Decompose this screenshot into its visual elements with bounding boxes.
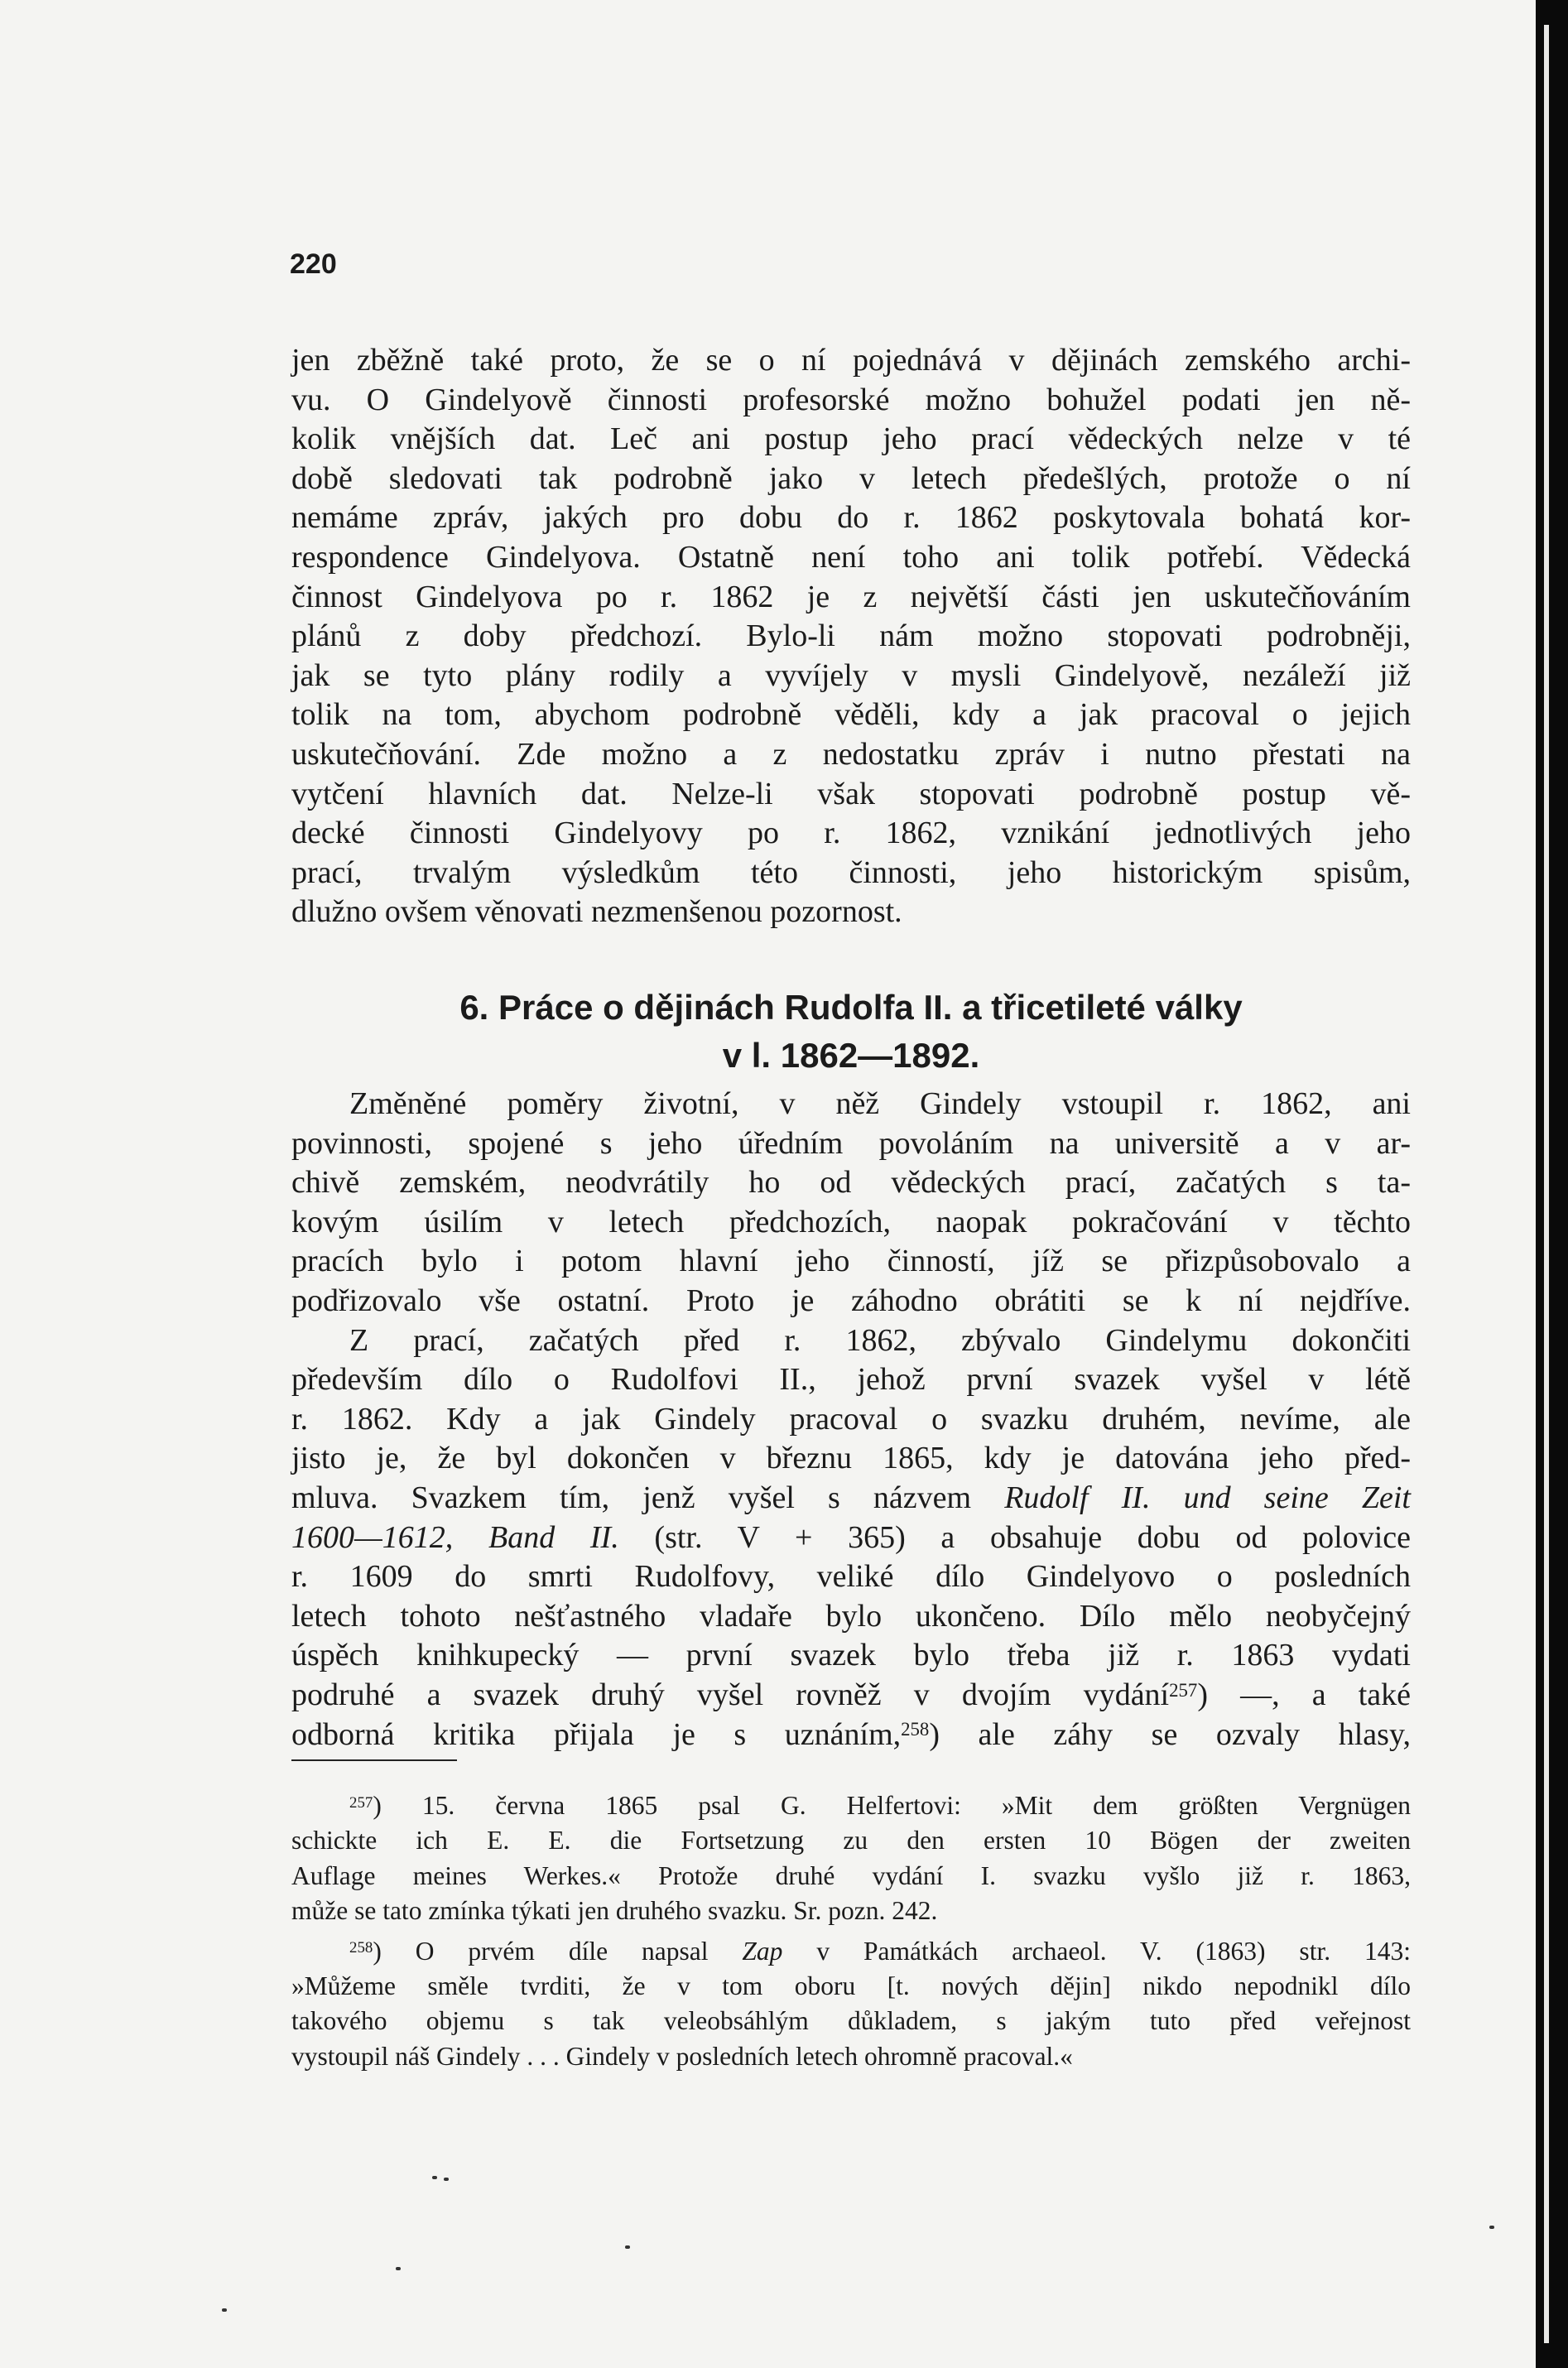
- text-line: nemáme zpráv, jakých pro dobu do r. 1862 poskytovala bohatá kor-: [291, 500, 1411, 536]
- section-intro-paragraph: [291, 341, 1411, 932]
- text-span: v Památkách archaeol. V. (1863) str. 143:: [782, 1936, 1411, 1966]
- text-line: [291, 1479, 1411, 1519]
- section-heading-line-2: v l. 1862—1892.: [722, 1036, 980, 1075]
- text-span: podruhé a svazek druhý vyšel rovněž v dvojím vydání: [291, 1677, 1170, 1712]
- book-title-italic: Rudolf II. und seine Zeit: [1004, 1480, 1411, 1515]
- text-line: činnost Gindelyova po r. 1862 je z největší části jen uskutečňováním: [291, 579, 1411, 614]
- text-span: ) O prvém díle napsal: [373, 1936, 743, 1966]
- text-line: dlužno ovšem věnovati nezmenšenou pozornost.: [291, 894, 902, 930]
- text-line: kovým úsilím v letech předchozích, naopak pokračování v těchto: [291, 1204, 1411, 1239]
- text-line: plánů z doby předchozí. Bylo-li nám možno stopovati podrobněji,: [291, 618, 1411, 654]
- text-line: respondence Gindelyova. Ostatně není toho ani tolik potřebí. Vědecká: [291, 539, 1411, 575]
- text-line: především dílo o Rudolfovi II., jehož první svazek vyšel v létě: [291, 1362, 1411, 1398]
- scan-border: [1536, 0, 1568, 2368]
- text-line: Auflage meines Werkes.« Protože druhé vydání I. svazku vyšlo již r. 1863,: [291, 1860, 1411, 1890]
- text-line: letech tohoto nešťastného vladaře bylo ukončeno. Dílo mělo neobyčejný: [291, 1598, 1411, 1634]
- text-span: odborná kritika přijala je s uznáním,: [291, 1716, 902, 1752]
- paragraph-1: [291, 1085, 1411, 1321]
- text-line: vystoupil náš Gindely . . . Gindely v posledních letech ohromně pracoval.«: [291, 2041, 1073, 2071]
- scan-speck: [444, 2178, 449, 2181]
- text-line: pracích bylo i potom hlavní jeho činností, jíž se přizpůsobovalo a: [291, 1244, 1411, 1279]
- scan-speck: [625, 2245, 630, 2249]
- author-name-italic: Zap: [742, 1936, 783, 1966]
- section-heading-line-1: 6. Práce o dějinách Rudolfa II. a třicetileté války: [459, 988, 1243, 1027]
- book-title-italic: 1600—1612, Band II.: [291, 1519, 619, 1555]
- scan-speck: [396, 2267, 401, 2270]
- footnote-mark: 258: [349, 1939, 373, 1957]
- adjacent-page-edge: [1544, 25, 1549, 2343]
- text-span: (str. V + 365) a obsahuje dobu od polovice: [618, 1519, 1411, 1555]
- footnote-257: [291, 1788, 1411, 1929]
- text-line: r. 1609 do smrti Rudolfovy, veliké dílo Gindelyovo o posledních: [291, 1559, 1411, 1595]
- scan-speck: [1489, 2226, 1494, 2229]
- text-line: povinnosti, spojené s jeho úředním povoláním na universitě a v ar-: [291, 1125, 1411, 1161]
- text-line: prací, trvalým výsledkům této činnosti, jeho historickým spisům,: [291, 854, 1411, 890]
- text-line: [291, 1676, 1411, 1716]
- text-line: chivě zemském, neodvrátily ho od vědeckých prací, začatých s ta-: [291, 1165, 1411, 1201]
- text-line: uskutečňování. Zde možno a z nedostatku zpráv i nutno přestati na: [291, 736, 1411, 772]
- text-line: »Můžeme směle tvrditi, že v tom oboru [t. nových dějin] nikdo nepodnikl dílo: [291, 1971, 1411, 2001]
- text-span: ) 15. června 1865 psal G. Helfertovi: »Mit dem größten Vergnügen: [373, 1791, 1411, 1820]
- section-heading: [291, 984, 1411, 1080]
- text-line: Změněné poměry životní, v něž Gindely vstoupil r. 1862, ani: [349, 1086, 1411, 1121]
- text-line: [291, 1716, 1411, 1755]
- text-line: může se tato zmínka týkati jen druhého svazku. Sr. pozn. 242.: [291, 1896, 938, 1926]
- text-line: decké činnosti Gindelyovy po r. 1862, vznikání jednotlivých jeho: [291, 816, 1411, 851]
- text-line: tolik na tom, abychom podrobně věděli, kdy a jak pracoval o jejich: [291, 697, 1411, 733]
- text-line: jak se tyto plány rodily a vyvíjely v mysli Gindelyově, nezáleží již: [291, 657, 1411, 693]
- text-line: takového objemu s tak veleobsáhlým důkladem, s jakým tuto před veřejnost: [291, 2006, 1411, 2036]
- text-line: [291, 1788, 1411, 1823]
- text-line: schickte ich E. E. die Fortsetzung zu den ersten 10 Bögen der zweiten: [291, 1826, 1411, 1855]
- page-number: 220: [290, 248, 337, 280]
- text-line: vytčení hlavních dat. Nelze-li však stopovati podrobně postup vě-: [291, 776, 1411, 811]
- text-line: podřizovalo vše ostatní. Proto je záhodno obrátiti se k ní nejdříve.: [291, 1283, 1411, 1318]
- text-line: jisto je, že byl dokončen v březnu 1865, kdy je datována jeho před-: [291, 1441, 1411, 1476]
- text-line: době sledovati tak podrobně jako v letech předešlých, protože o ní: [291, 460, 1411, 496]
- text-span: ) ale záhy se ozvaly hlasy,: [929, 1716, 1411, 1752]
- footnote-ref-258: 258: [901, 1719, 930, 1740]
- footnotes: [291, 1788, 1411, 2074]
- paragraph-2: [291, 1321, 1411, 1755]
- scan-speck: [222, 2308, 227, 2312]
- text-line: r. 1862. Kdy a jak Gindely pracoval o svazku druhém, nevíme, ale: [291, 1401, 1411, 1437]
- text-line: [291, 1519, 1411, 1558]
- text-line: [291, 1934, 1411, 1969]
- footnote-mark: 257: [349, 1793, 373, 1812]
- text-span: mluva. Svazkem tím, jenž vyšel s názvem: [291, 1480, 1005, 1515]
- footnote-ref-257: 257: [1169, 1679, 1198, 1701]
- footnote-258: [291, 1934, 1411, 2075]
- text-line: jen zběžně také proto, že se o ní pojednává v dějinách zemského archi-: [291, 343, 1411, 378]
- scan-speck: [432, 2176, 437, 2179]
- text-line: kolik vnějších dat. Leč ani postup jeho prací vědeckých nelze v té: [291, 421, 1411, 457]
- text-line: vu. O Gindelyově činnosti profesorské možno bohužel podati jen ně-: [291, 382, 1411, 417]
- section-body: [291, 1085, 1411, 1754]
- footnote-divider: [291, 1759, 457, 1761]
- text-line: Z prací, začatých před r. 1862, zbývalo Gindelymu dokončiti: [349, 1322, 1411, 1358]
- text-line: úspěch knihkupecký — první svazek bylo třeba již r. 1863 vydati: [291, 1638, 1411, 1673]
- text-span: ) —, a také: [1197, 1677, 1412, 1712]
